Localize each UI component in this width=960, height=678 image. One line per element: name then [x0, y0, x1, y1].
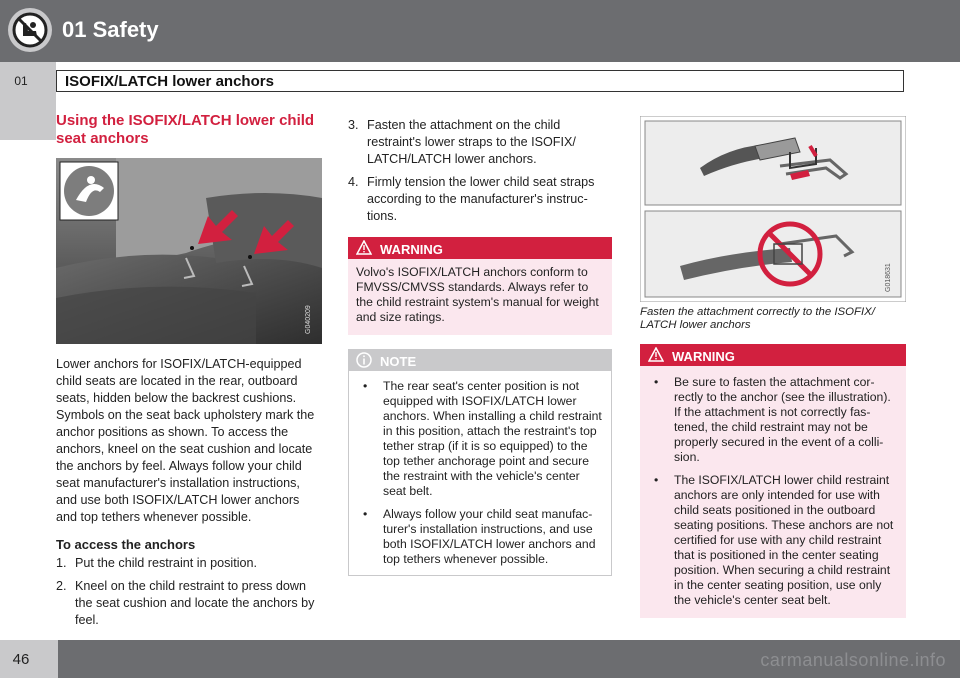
topic-heading: Using the ISOFIX/LATCH lower child seat anchors: [56, 112, 315, 147]
note-body: [348, 371, 612, 576]
chapter-tab-label: 01: [14, 74, 28, 88]
info-icon: [356, 352, 372, 368]
step-item: 3. Fasten the attachment on the child restraint's lower straps to the ISOFIX/ LATCH/LATCH lower anchors.: [348, 118, 576, 166]
column-left: [56, 112, 322, 635]
warning-box-attachment: [640, 344, 906, 618]
warning-item: • The ISOFIX/LATCH lower child restraint anchors are only intended for use with child seats positioned in the outboard seating positions. These anchors are not certified for use with any child restraint that is positioned in the center seating position. When securing a child restraint in the center seating position, use only the vehicle's center seat belt.: [654, 473, 894, 607]
steps-heading: To access the anchors: [56, 537, 196, 552]
page-footer: [0, 640, 960, 678]
intro-paragraph: Lower anchors for ISOFIX/LATCH-equipped child seats are located in the rear, outboard seats, hidden below the backrest cushions. Symbols on the seat back upholstery mark the anchor positions as shown. To access the anchors, kneel on the seat cushion and locate the anchors by feel. Always follow your child seat manufacturer's installation instructions, and use both ISOFIX/LATCH lower anchors and top tethers whenever possible.: [56, 357, 315, 524]
watermark: carmanualsonline.info: [760, 650, 946, 670]
warning-item: • Be sure to fasten the attachment cor- rectly to the anchor (see the illustration). If the attachment is not correctly fas- tened, the child restraint may not be properly secured in the event of a colli- sion.: [654, 375, 891, 464]
step-item: 4. Firmly tension the lower child seat straps according to the manufacturer's instruc- tions.: [348, 175, 595, 223]
note-item: • Always follow your child seat manufac- turer's installation instructions, and use both ISOFIX/LATCH lower anchors and top tethers whenever possible.: [363, 507, 596, 566]
no-child-seat-airbag-icon: [6, 6, 54, 54]
warning-header: [640, 344, 906, 366]
note-item: • The rear seat's center position is not equipped with ISOFIX/LATCH lower anchors. When installing a child restraint in this position, attach the restraint's top tether strap (if it is so equipped) to the top tether anchorage point and secure the restraint with the vehicle's center seat belt.: [363, 379, 602, 498]
warning-label: WARNING: [672, 349, 735, 364]
warning-header: [348, 237, 612, 259]
chapter-title: 01 Safety: [62, 17, 159, 42]
warning-triangle-icon: [356, 240, 372, 255]
step-item: 1. Put the child restraint in position.: [56, 556, 258, 570]
anchor-attachment-diagram: [640, 116, 906, 302]
section-title: ISOFIX/LATCH lower anchors: [65, 73, 274, 90]
steps-list-end: [348, 117, 612, 225]
rear-seat-anchor-photo: [56, 158, 322, 344]
note-box: [348, 349, 612, 576]
section-bar: [56, 70, 904, 92]
column-right: [640, 116, 906, 618]
note-label: NOTE: [380, 354, 417, 369]
step-item: 2. Kneel on the child restraint to press down the seat cushion and locate the anchors by feel.: [56, 579, 315, 627]
note-header: [348, 349, 612, 371]
warning-text: Volvo's ISOFIX/LATCH anchors conform to FMVSS/CMVSS standards. Always refer to the child restraint system's manual for weight and size ratings.: [348, 259, 612, 335]
page-number: 46: [12, 651, 30, 668]
steps-list-start: [56, 555, 322, 629]
column-middle: [348, 117, 612, 576]
figure-caption: Fasten the attachment correctly to the ISOFIX/ LATCH lower anchors: [640, 306, 875, 331]
footer-tab: [0, 640, 58, 678]
warning-triangle-icon: [648, 347, 664, 362]
warning-box-conformance: [348, 237, 612, 335]
photo-code: G040209: [305, 305, 312, 334]
warning-label: WARNING: [380, 242, 443, 257]
figure-code: G018631: [885, 263, 892, 292]
page-header: [0, 0, 960, 62]
warning-body: [640, 366, 906, 618]
